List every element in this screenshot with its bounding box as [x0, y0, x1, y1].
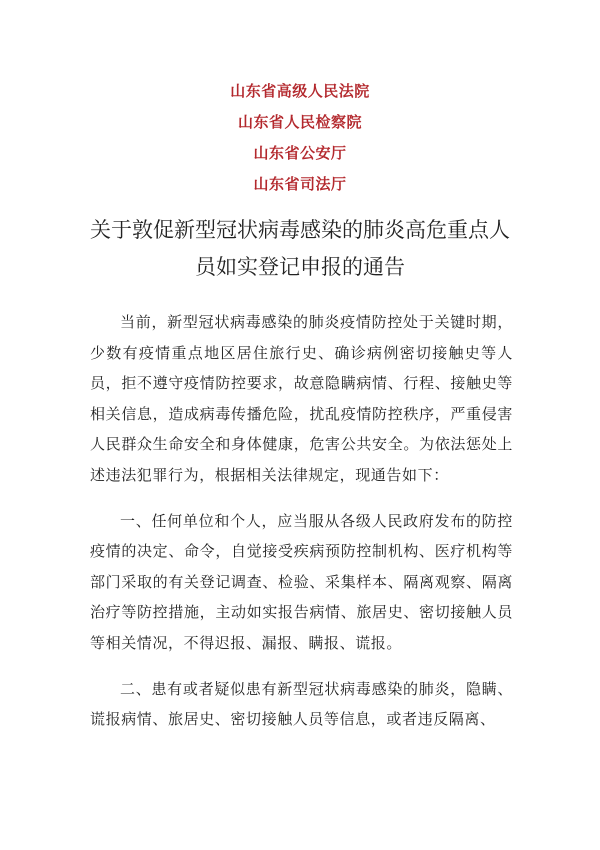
issuer-procuratorate: 山东省人民检察院 — [237, 113, 362, 131]
issuer-high-court: 山东省高级人民法院 — [230, 82, 370, 100]
paragraph-intro: 当前，新型冠状病毒感染的肺炎疫情防控处于关键时期，少数有疫情重点地区居住旅行史、确诊病例密切接触史等人员，拒不遵守疫情防控要求，故意隐瞒病情、行程、接触史等相关信息，造成病毒传播危险，扰乱疫情防控秩序，严重侵害人民群众生命安全和身体健康，危害公共安全。为依法惩处上述违法犯罪行为，根据相关法律规定，现通告如下： — [90, 313, 513, 484]
issuer-justice: 山东省司法厅 — [253, 175, 347, 193]
issuer-public-security: 山东省公安厅 — [253, 144, 347, 162]
document-title: 关于敦促新型冠状病毒感染的肺炎高危重点人员如实登记申报的通告 — [90, 218, 510, 279]
paragraph-item-2: 二、患有或者疑似患有新型冠状病毒感染的肺炎，隐瞒、谎报病情、旅居史、密切接触人员等信息，或者违反隔离、 — [90, 679, 513, 729]
issuing-authorities — [0, 76, 600, 200]
document-body — [90, 307, 513, 735]
paragraph-item-1: 一、任何单位和个人，应当服从各级人民政府发布的防控疫情的决定、命令，自觉接受疾病预防控制机构、医疗机构等部门采取的有关登记调查、检验、采集样本、隔离观察、隔离治疗等防控措施，主动如实报告病情、旅居史、密切接触人员等相关情况，不得迟报、漏报、瞒报、谎报。 — [90, 511, 513, 652]
